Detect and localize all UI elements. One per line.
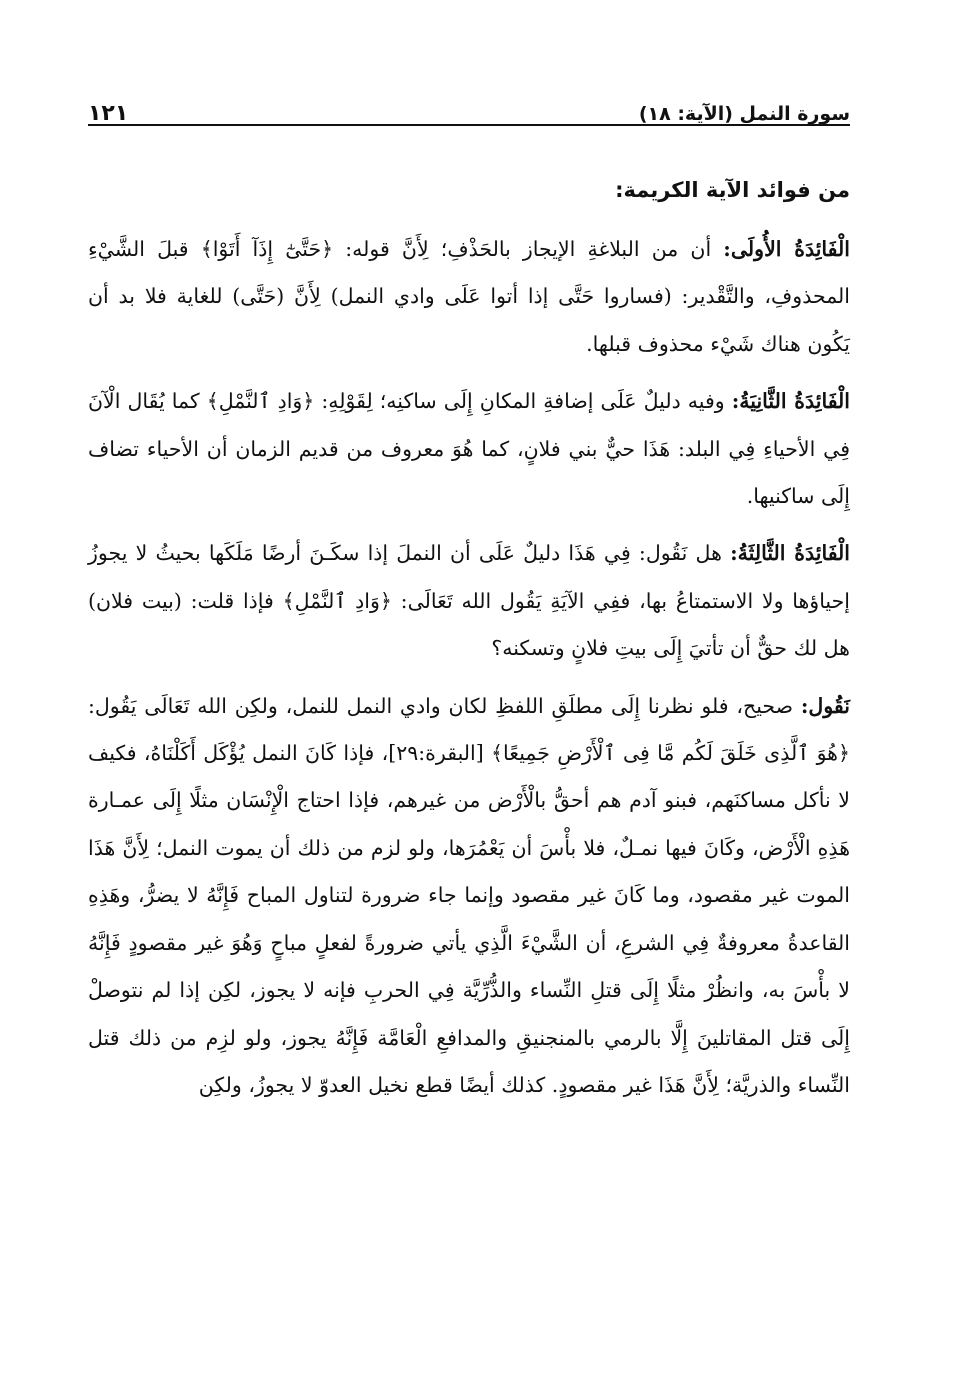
paragraph-1	[88, 226, 850, 368]
paragraph-2	[88, 378, 850, 520]
running-header-title: سورة النمل (الآية: ١٨)	[638, 103, 850, 125]
paragraph-term: الْفَائِدَةُ الثَّالِثَةُ:	[730, 541, 851, 566]
page-header	[88, 92, 850, 126]
paragraph-term: الْفَائِدَةُ الثَّانِيَةُ:	[731, 389, 851, 414]
header-divider	[88, 124, 850, 126]
paragraph-term: الْفَائِدَةُ الأُولَى:	[723, 237, 850, 261]
page-number: ١٢١	[88, 101, 129, 126]
paragraph-text: صحيح، فلو نظرنا إِلَى مطلَقِ اللفظِ لكان وادي النمل للنمل، ولكِن الله تَعَالَى يَقُول: ﴿هُوَ ٱلَّذِى خَلَقَ لَكُم مَّا فِى ٱلْأَرْضِ جَمِيعًا﴾ [البقرة:٢٩]، فإذا كَانَ النمل يُؤْكَل أَكَلْنَاهُ، فكيف لا نأكل مساكنَهم، فبنو آدم هم أحقُّ بالْأَرْض من غيرهم، فإذا احتاج الْإِنْسَان مثلًا إِلَى عمـارة هَذِهِ الْأَرْض، وكَانَ فيها نمـلٌ، فلا بأْسَ أن يَعْمُرَها، ولو لزم من ذلك أن يموت النمل؛ لِأَنَّ هَذَا الموت غير مقصود، وما كَانَ غير مقصود وإنما جاء ضرورة لتناول المباح فَإِنَّهُ لا يضرُّ، وهَذِهِ القاعدةُ معروفةٌ فِي الشرعِ، أن الشَّيْءَ الَّذِي يأتي ضرورةً لفعلٍ مباحٍ وَهُوَ غير مقصودٍ فَإِنَّهُ لا بأْسَ به، وانظُرْ مثلًا إِلَى قتلِ النِّساء والذُّرِّيَّة فِي الحربِ فإنه لا يجوز، لكِن إذا لم نتوصلْ إِلَى قتل المقاتلينَ إِلَّا بالرمي بالمنجنيقِ والمدافعِ الْعَامَّة فَإِنَّهُ يجوز، ولو لزِم من ذلك قتل النِّساء والذريَّة؛ لِأَنَّ هَذَا غير مقصودٍ. كذلك أيضًا قطع نخيل العدوّ لا يجوزُ، ولكِن	[88, 693, 850, 1097]
paragraph-term: نَقُول:	[800, 693, 850, 718]
section-heading: من فوائد الآية الكريمة:	[615, 178, 850, 202]
body-text	[88, 226, 850, 1119]
paragraph-text: وفيه دليلٌ عَلَى إضافةِ المكانِ إِلَى ساكنِه؛ لِقَوْلِهِ: ﴿وَادِ ٱلنَّمْلِ﴾ كما يُقَال الْآنَ فِي الأحياءِ فِي البلد: هَذَا حيٌّ بني فلانٍ، كما هُوَ معروف من قديم الزمان أن الأحياء تضاف إِلَى ساكنيها.	[88, 389, 850, 509]
paragraph-text: هل نَقُول: فِي هَذَا دليلٌ عَلَى أن النملَ إذا سكَـنَ أرضًا مَلَكَها بحيثُ لا يجوزُ إحياؤها ولا الاستمتاعُ بها، ففِي الآيَةِ يَقُول الله تَعَالَى: ﴿وَادِ ٱلنَّمْلِ﴾ فإذا قلت: (بيت فلان) هل لك حقٌّ أن تأتيَ إِلَى بيتِ فلانٍ وتسكنه؟	[88, 541, 850, 661]
paragraph-text: أن من البلاغةِ الإيجاز بالحَذْفِ؛ لِأَنَّ قوله: ﴿حَتَّىٰٓ إِذَآ أَتَوْا﴾ قبلَ الشَّيْءِ المحذوفِ، والتَّقْدير: (فساروا حَتَّى إذا أتوا عَلَى وادي النمل) لِأَنَّ (حَتَّى) للغاية فلا بد أن يَكُون هناك شَيْء محذوف قبلها.	[88, 237, 850, 356]
paragraph-3	[88, 530, 850, 672]
paragraph-4	[88, 683, 850, 1110]
